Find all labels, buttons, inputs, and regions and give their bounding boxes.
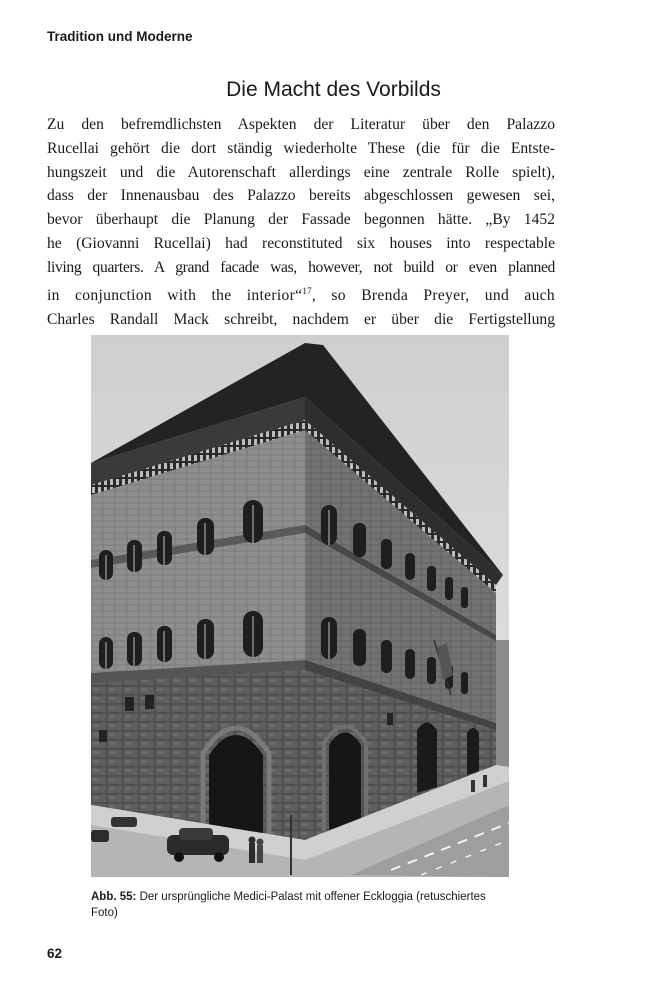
chapter-title: Die Macht des Vorbilds [226, 78, 441, 102]
footnote-ref[interactable]: 17 [302, 285, 312, 296]
figure-caption [91, 889, 511, 921]
running-head: Tradition und Moderne [47, 29, 193, 44]
text-line: living quarters. A grand facade was, however, not build or even planned [47, 258, 555, 276]
figure-label: Abb. 55: [91, 891, 137, 903]
text-line [47, 280, 555, 308]
text-line: hungszeit und die Autorenschaft allerdings eine zentrale Rolle spielt), [47, 163, 555, 181]
text-line: bevor überhaupt die Planung der Fassade begonnen hätte. „By 1452 [47, 211, 555, 229]
text-line: Charles Randall Mack schreibt, nachdem er über die Fertigstellung [47, 310, 555, 328]
text-line: dass der Innenausbau des Palazzo bereits abgeschlossen gewesen sei, [47, 187, 555, 205]
page-number: 62 [47, 946, 63, 961]
text-line: he (Giovanni Rucellai) had reconstituted six houses into respectable [47, 234, 555, 252]
text-line: Rucellai gehört die dort ständig wiederholte These (die für die Entste- [47, 139, 555, 157]
text-fragment: , so Brenda Preyer, und auch [311, 286, 555, 304]
body-paragraph [47, 113, 555, 331]
figure-caption-text: Der ursprüngliche Medici-Palast mit offener Eckloggia (retuschiertes Foto) [91, 891, 486, 919]
text-fragment: in conjunction with the interior“ [47, 286, 303, 304]
palazzo-photo-illustration [91, 335, 509, 877]
figure-photo [91, 335, 509, 877]
text-line: Zu den befremdlichsten Aspekten der Literatur über den Palazzo [47, 116, 555, 133]
